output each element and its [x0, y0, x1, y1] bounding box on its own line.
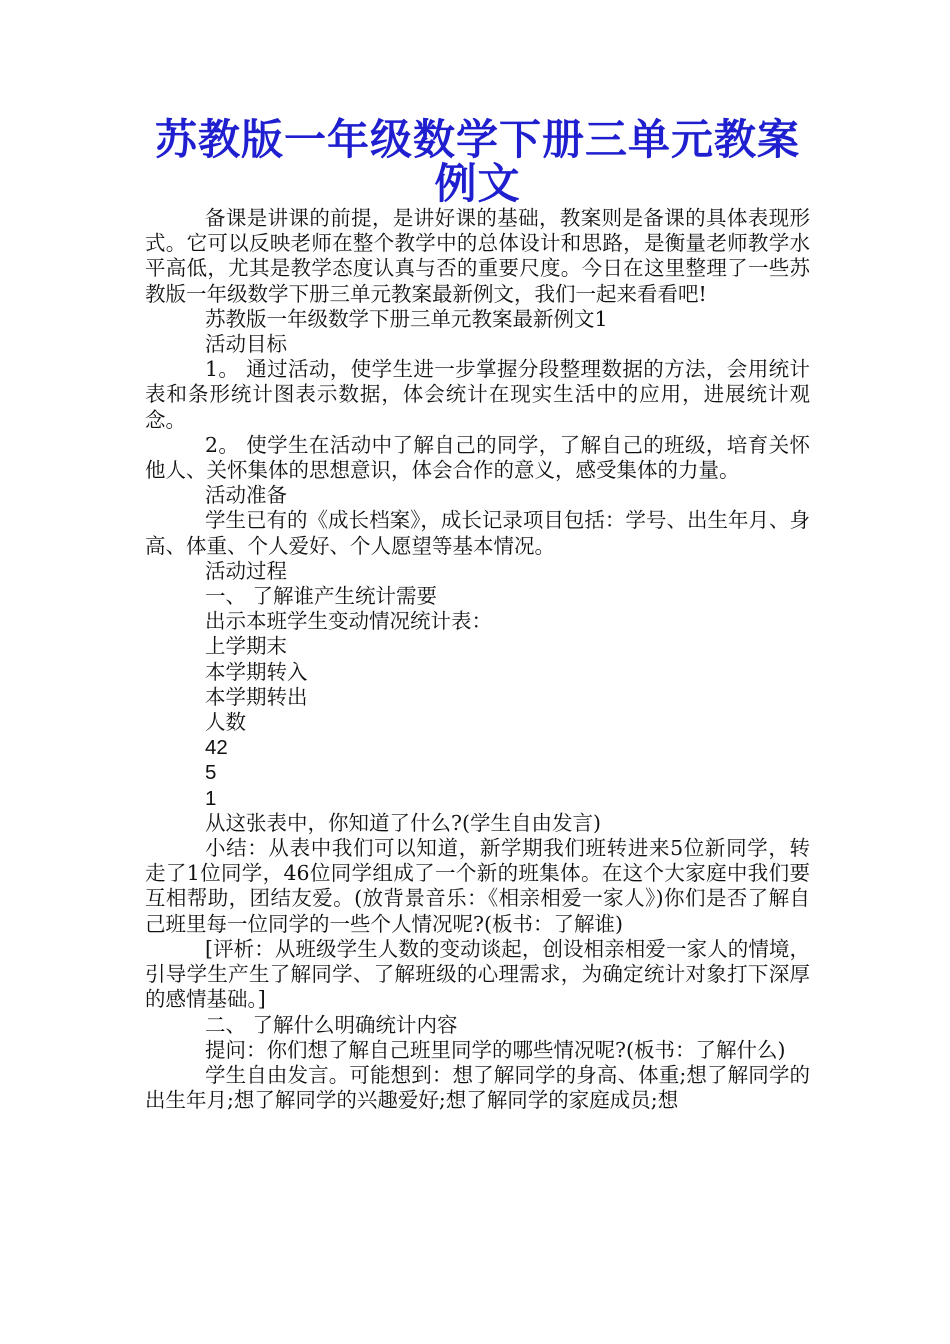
goal-heading: 活动目标 — [205, 332, 287, 357]
question-2-paragraph: 提问：你们想了解自己班里同学的哪些情况呢?(板书：了解什么) — [205, 1037, 786, 1062]
step-1-heading: 一、 了解谁产生统计需要 — [205, 584, 438, 609]
table-row-label: 人数 — [205, 710, 246, 735]
intro-paragraph: 备课是讲课的前提，是讲好课的基础，教案则是备课的具体表现形式。它可以反映老师在整个教学中的总体设计和思路，是衡量老师教学水平高低，尤其是教学态度认真与否的重要尺度。今日在这里整理了一些苏教版一年级数学下册三单元教案最新例文，我们一起来看看吧! — [145, 206, 810, 306]
show-table-line: 出示本班学生变动情况统计表： — [205, 609, 492, 634]
title-line-2: 例文 — [434, 159, 521, 208]
table-column-1: 上学期末 — [205, 634, 287, 659]
table-value-1: 42 — [205, 736, 228, 760]
prep-heading: 活动准备 — [205, 483, 287, 508]
summary-paragraph: 小结：从表中我们可以知道，新学期我们班转进来5位新同学，转走了1位同学，46位同学组成了一个新的班集体。在这个大家庭中我们要互相帮助，团结友爱。(放背景音乐：《相亲相爱一家人》)你们是否了解自己班里每一位同学的一些个人情况呢?(板书：了解谁) — [145, 836, 810, 936]
comment-paragraph: [评析：从班级学生人数的变动谈起，创设相亲相爱一家人的情境，引导学生产生了解同学、了解班级的心理需求，为确定统计对象打下深厚的感情基础。] — [145, 936, 810, 1012]
document-page — [145, 115, 810, 1113]
table-column-3: 本学期转出 — [205, 684, 308, 709]
table-value-3: 1 — [205, 786, 217, 810]
question-1-line: 从这张表中，你知道了什么?(学生自由发言) — [205, 810, 601, 835]
table-column-2: 本学期转入 — [205, 659, 308, 684]
step-2-heading: 二、 了解什么明确统计内容 — [205, 1012, 458, 1037]
goal-1-paragraph: 1。 通过活动，使学生进一步掌握分段整理数据的方法，会用统计表和条形统计图表示数据，体会统计在现实生活中的应用，进展统计观念。 — [145, 357, 810, 432]
goal-2-paragraph: 2。 使学生在活动中了解自己的同学，了解自己的班级，培育关怀他人、关怀集体的思想意识，体会合作的意义，感受集体的力量。 — [145, 432, 810, 483]
example-title: 苏教版一年级数学下册三单元教案最新例文1 — [205, 306, 608, 331]
document-title — [145, 115, 810, 208]
answers-paragraph: 学生自由发言。可能想到：想了解同学的身高、体重;想了解同学的出生年月;想了解同学的兴趣爱好;想了解同学的家庭成员;想 — [145, 1062, 810, 1113]
prep-paragraph: 学生已有的《成长档案》，成长记录项目包括：学号、出生年月、身高、体重、个人爱好、个人愿望等基本情况。 — [145, 508, 810, 558]
process-heading: 活动过程 — [205, 558, 287, 583]
title-line-1: 苏教版一年级数学下册三单元教案 — [154, 115, 800, 164]
table-value-2: 5 — [205, 761, 217, 785]
